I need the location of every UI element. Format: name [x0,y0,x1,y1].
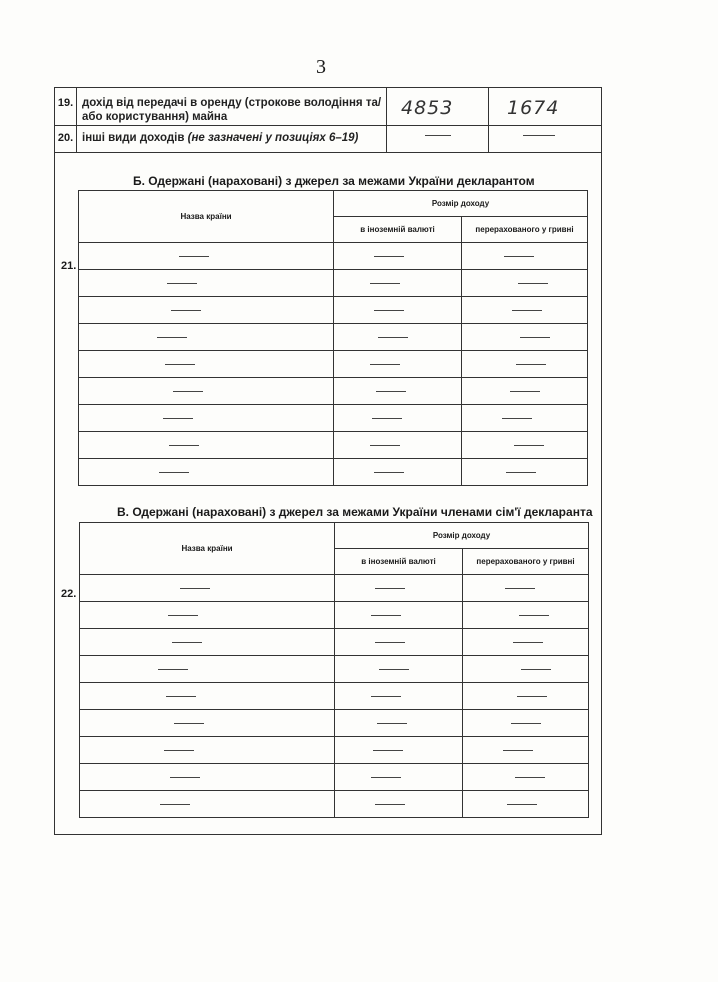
section-v-table [79,522,589,818]
empty-value-dash [173,391,203,392]
section-b-cell [79,297,334,324]
section-b-cell [334,378,462,405]
section-v-cell [80,575,335,602]
section-v-cell [463,629,589,656]
section-v-row [80,629,589,656]
section-v-income-header: Розмір доходу [335,523,589,549]
section-b-cell [334,270,462,297]
section-b-row [79,243,588,270]
empty-value-dash [172,642,202,643]
section-b-cell [462,351,588,378]
section-b-cell [79,405,334,432]
empty-value-dash [377,723,407,724]
section-v-cell [335,683,463,710]
page-number: 3 [316,56,326,78]
empty-value-dash [513,642,543,643]
section-v-cell [335,764,463,791]
empty-value-dash [371,615,401,616]
section-v-cell [80,683,335,710]
section-b-cell [334,432,462,459]
section-b-country-header: Назва країни [79,191,334,243]
section-b-table [78,190,588,486]
empty-value-dash [521,669,551,670]
section-b-income-header: Розмір доходу [334,191,588,217]
section-v-cell [80,710,335,737]
section-b-row-number: 21. [61,260,77,272]
section-v-cell [335,575,463,602]
section-v-cell [335,629,463,656]
empty-value-dash [169,445,199,446]
row-20-text: інші види доходів [82,132,188,144]
empty-value-dash [518,283,548,284]
row-19-value-2: 1674 [507,97,560,119]
empty-value-dash [374,310,404,311]
empty-value-dash [503,750,533,751]
empty-value-dash [505,588,535,589]
section-b-foreign-header: в іноземній валюті [334,217,462,243]
empty-value-dash [371,696,401,697]
empty-value-dash [514,445,544,446]
empty-value-dash [375,804,405,805]
empty-value-dash [370,364,400,365]
section-v-cell [335,737,463,764]
empty-value-dash [506,472,536,473]
empty-value-dash [379,669,409,670]
section-b-row [79,405,588,432]
section-b-cell [334,351,462,378]
section-v-row [80,764,589,791]
section-b-cell [334,459,462,486]
row-20 [55,125,601,153]
row-20-number: 20. [55,125,77,152]
section-v-cell [335,791,463,818]
empty-value-dash [374,256,404,257]
section-v-foreign-header: в іноземній валюті [335,549,463,575]
section-v-cell [80,791,335,818]
section-v-cell [463,791,589,818]
empty-value-dash [511,723,541,724]
section-b-row [79,351,588,378]
empty-value-dash [179,256,209,257]
section-b-cell [462,324,588,351]
row-20-description [82,131,358,145]
empty-value-dash [375,642,405,643]
section-b-cell [462,270,588,297]
section-b-cell [462,243,588,270]
section-v-title: В. Одержані (нараховані) з джерел за межами України членами сім'ї декларанта [117,505,593,519]
section-v-row [80,710,589,737]
section-v-row [80,575,589,602]
section-v-row [80,791,589,818]
section-v-cell [80,737,335,764]
section-b-cell [79,324,334,351]
section-v-cell [80,602,335,629]
section-v-cell [335,656,463,683]
empty-value-dash [504,256,534,257]
section-v-row-number: 22. [61,588,77,600]
section-v-cell [463,737,589,764]
section-v-cell [80,629,335,656]
section-v-row [80,683,589,710]
row-20-dash-1 [425,135,451,136]
row-20-dash-2 [523,135,555,136]
empty-value-dash [516,364,546,365]
empty-value-dash [378,337,408,338]
section-v-row [80,656,589,683]
empty-value-dash [166,696,196,697]
section-b-cell [79,243,334,270]
section-b-cell [79,270,334,297]
section-v-cell [80,656,335,683]
empty-value-dash [163,418,193,419]
empty-value-dash [170,777,200,778]
empty-value-dash [171,310,201,311]
row-20-note: (не зазначені у позиціях 6–19) [187,132,359,144]
section-v-cell [463,575,589,602]
section-b-cell [334,405,462,432]
empty-value-dash [160,804,190,805]
empty-value-dash [510,391,540,392]
empty-value-dash [376,391,406,392]
section-v-cell [80,764,335,791]
section-b-title: Б. Одержані (нараховані) з джерел за межами України декларантом [133,174,535,188]
empty-value-dash [168,615,198,616]
empty-value-dash [164,750,194,751]
empty-value-dash [375,588,405,589]
empty-value-dash [520,337,550,338]
row-19-number: 19. [55,88,77,125]
empty-value-dash [507,804,537,805]
section-b-row [79,324,588,351]
empty-value-dash [515,777,545,778]
empty-value-dash [165,364,195,365]
empty-value-dash [517,696,547,697]
section-v-cell [463,656,589,683]
empty-value-dash [370,445,400,446]
section-v-cell [335,602,463,629]
empty-value-dash [519,615,549,616]
empty-value-dash [180,588,210,589]
section-b-cell [462,432,588,459]
section-v-uah-header: перерахованого у гривні [463,549,589,575]
section-v-cell [335,710,463,737]
row-19 [55,88,601,126]
section-v-country-header: Назва країни [80,523,335,575]
section-b-row [79,378,588,405]
section-b-cell [462,405,588,432]
empty-value-dash [512,310,542,311]
section-b-row [79,432,588,459]
section-b-cell [462,297,588,324]
section-v-cell [463,764,589,791]
empty-value-dash [159,472,189,473]
form-frame [54,87,602,835]
column-divider-2 [488,88,489,152]
empty-value-dash [157,337,187,338]
section-b-cell [79,432,334,459]
empty-value-dash [371,777,401,778]
empty-value-dash [174,723,204,724]
section-v-cell [463,602,589,629]
empty-value-dash [502,418,532,419]
row-19-value-1: 4853 [401,97,454,119]
section-b-cell [462,459,588,486]
column-divider-1 [386,88,387,152]
section-b-row [79,270,588,297]
section-b-cell [79,378,334,405]
empty-value-dash [372,418,402,419]
section-b-row [79,459,588,486]
section-b-cell [462,378,588,405]
section-b-cell [79,351,334,378]
empty-value-dash [374,472,404,473]
section-b-cell [334,324,462,351]
section-b-row [79,297,588,324]
section-v-row [80,602,589,629]
empty-value-dash [370,283,400,284]
section-b-uah-header: перерахованого у гривні [462,217,588,243]
empty-value-dash [158,669,188,670]
section-v-row [80,737,589,764]
empty-value-dash [373,750,403,751]
row-19-description: дохід від передачі в оренду (строкове володіння та/або користування) майна [82,97,382,123]
empty-value-dash [167,283,197,284]
section-v-cell [463,683,589,710]
section-b-cell [79,459,334,486]
section-b-cell [334,297,462,324]
section-b-cell [334,243,462,270]
section-v-cell [463,710,589,737]
